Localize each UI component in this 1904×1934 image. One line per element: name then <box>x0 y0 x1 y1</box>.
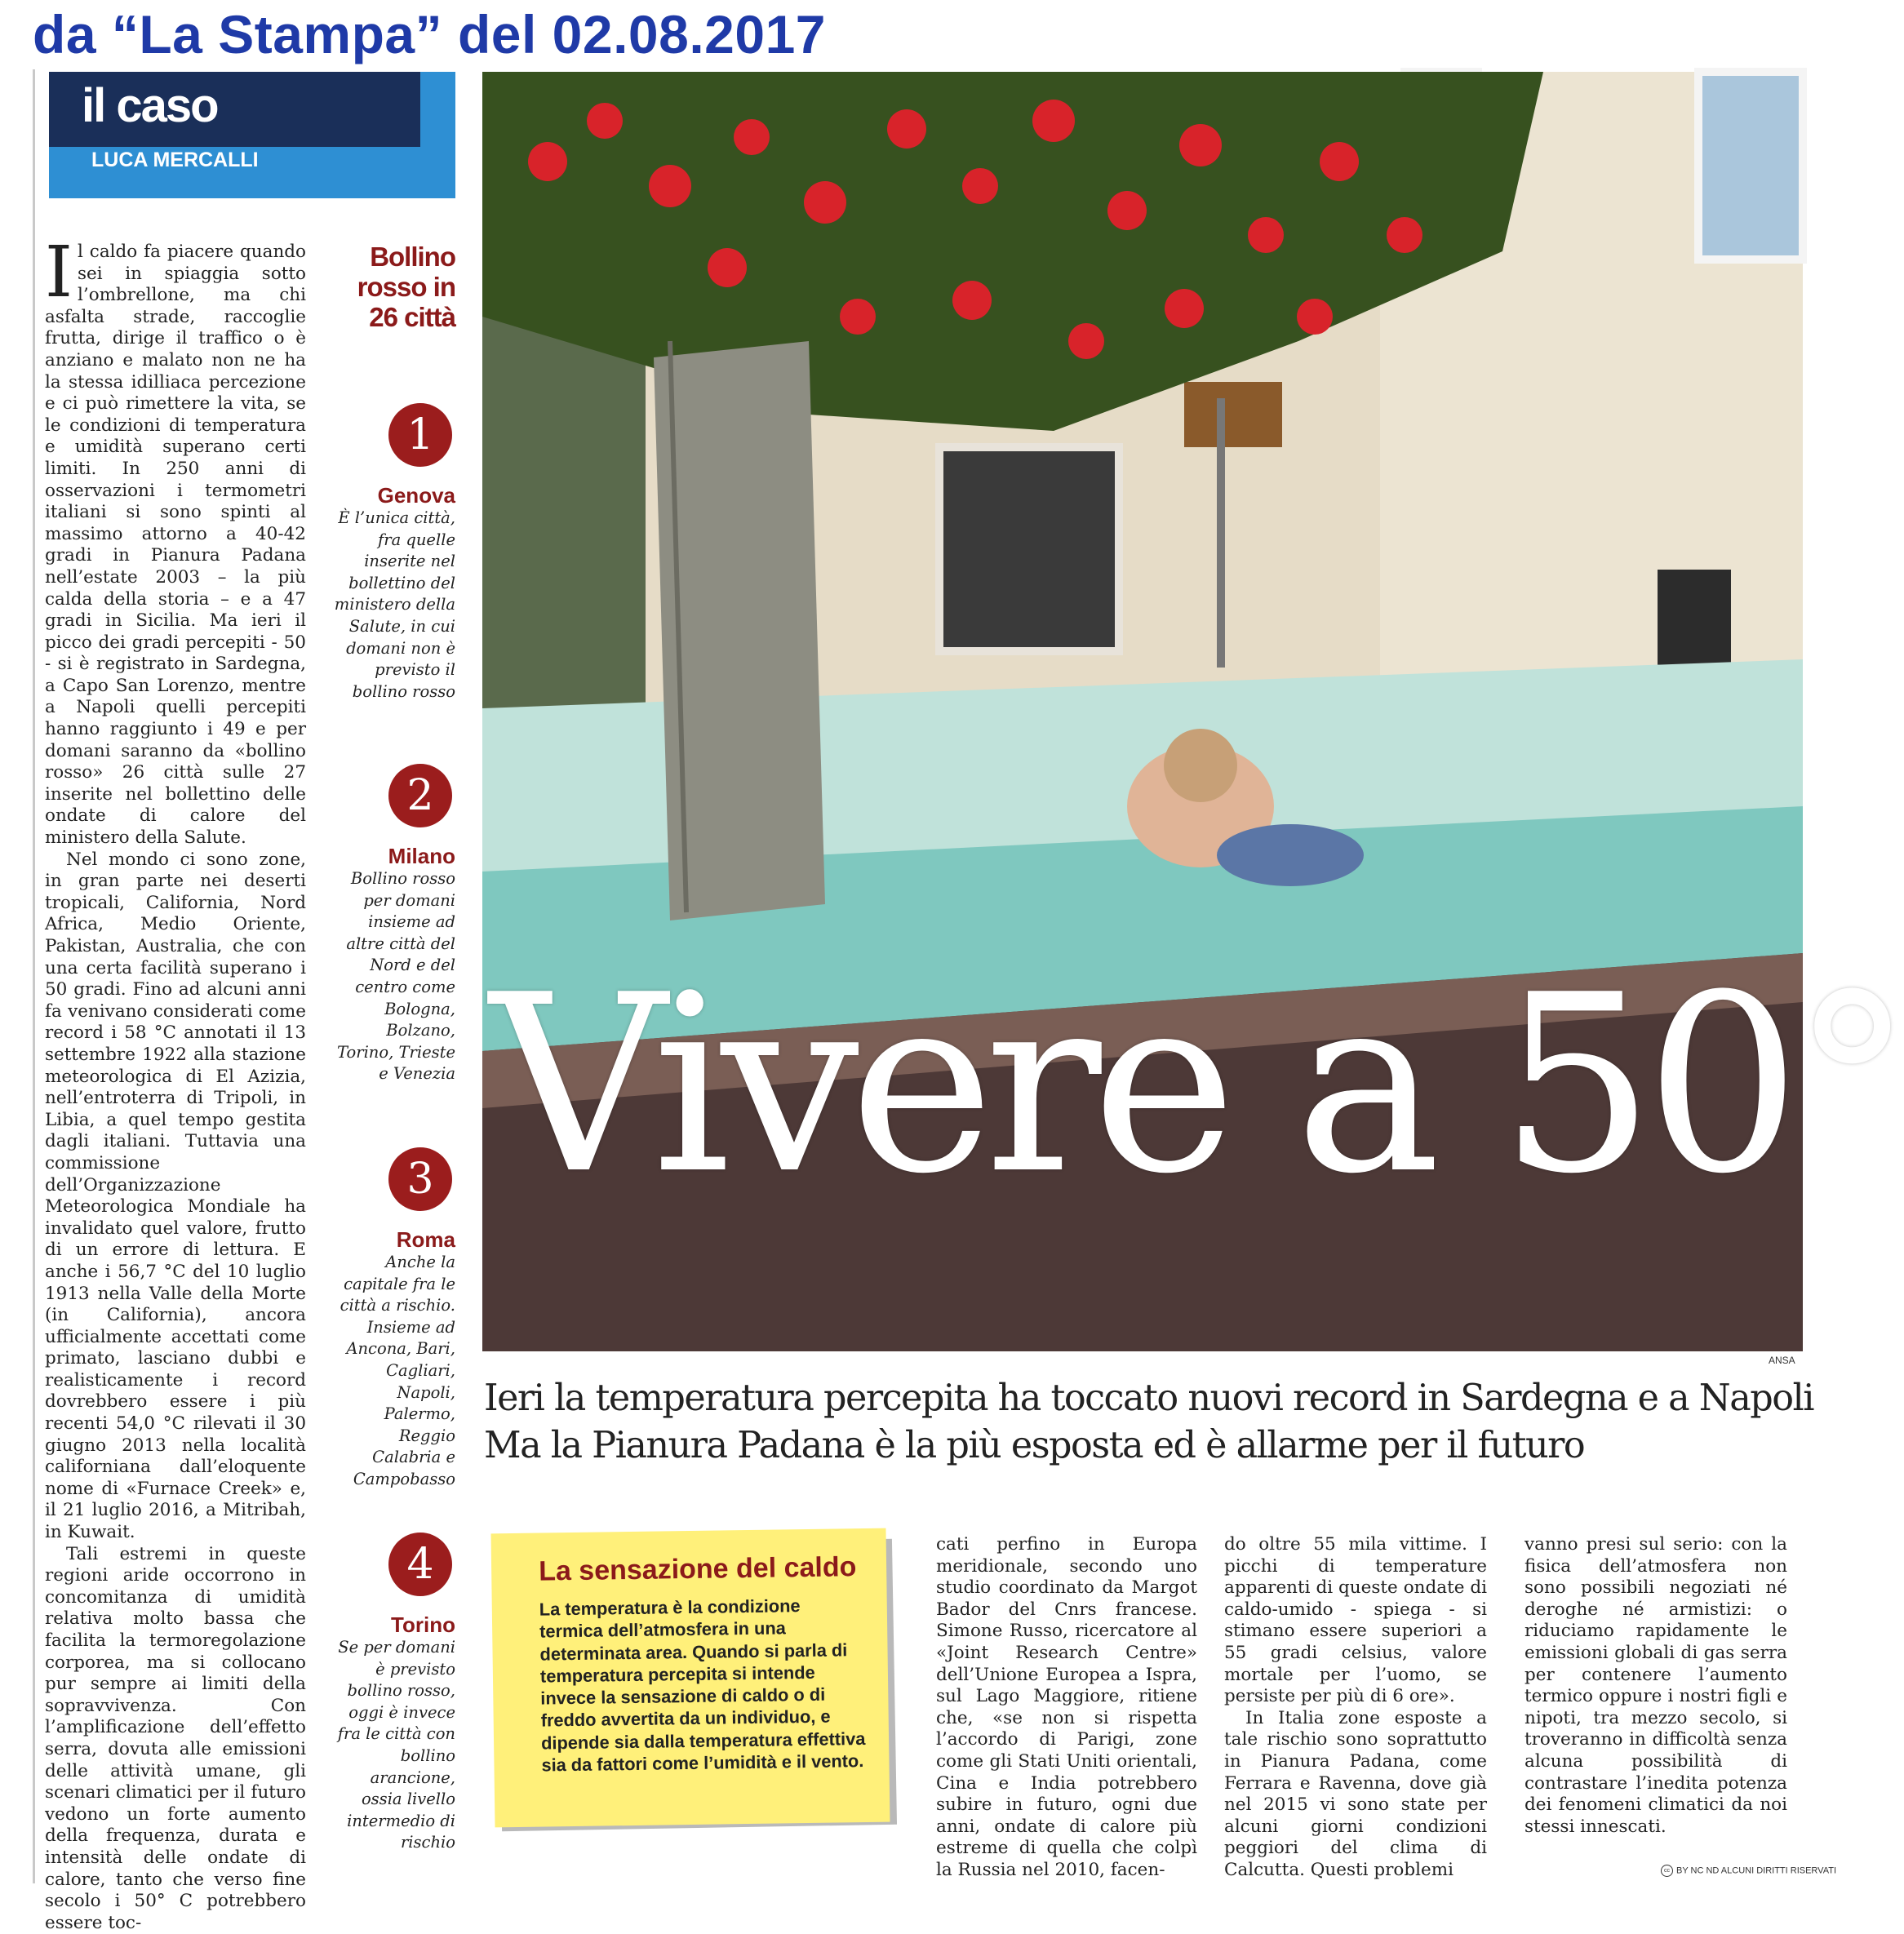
author-name: LUCA MERCALLI <box>91 149 259 171</box>
article-column-4 <box>1525 1534 1787 1838</box>
sidebar-city: Torino <box>391 1612 455 1637</box>
sidebar-city: Milano <box>388 844 455 868</box>
article-paragraph: Nel mondo ci sono zone, in gran parte nei deserti tropicali, California, Nord Africa, Medio Oriente, Pakistan, Australia, che con una certa facilità superano i 50 gradi. Fino ad alcuni anni fa venivano considerati come record i 58 °C annotati il 13 settembre 1922 alla stazione meteorologica di El Azizia, nell’entroterra di Tripoli, in Libia, a quel tempo gestita dagli italiani. Tuttavia una commissione dell’Organizzazione Meteorologica Mondiale ha invalidato quel valore, frutto di un errore di lettura. E anche i 56,7 °C del 10 luglio 1913 nella Valle della Morte (in California), ancora ufficialmente accettati come primato, lasciano dubbi e realisticamente i record dovrebbero essere i più recenti 54,0 °C rilevati il 30 giugno 2013 nella località californiana dall’eloquente nome di «Furnace Creek» e, il 21 luglio 2016, a Mitribah, in Kuwait. <box>45 849 306 1543</box>
sidebar-note: È l’unica città, fra quelle inserite nel bollettino del ministero della Salute, in cui domani non è previsto il bollino rosso <box>334 508 455 701</box>
headline: Vivere a 50° <box>490 943 1904 1227</box>
license-text: BY NC ND ALCUNI DIRITTI RISERVATI <box>1676 1865 1836 1876</box>
sidebar-title: Bollino rosso in 26 città <box>357 242 455 332</box>
creative-commons-icon: cc <box>1661 1865 1673 1877</box>
number-badge: 3 <box>388 1147 452 1211</box>
article-column-3 <box>1224 1534 1487 1882</box>
article-paragraph: In Italia zone esposte a tale rischio sono soprattutto in Pianura Padana, come Ferrara e Ravenna, dove già nel 2015 vi sono state per alcuni giorni condizioni peggiori del clima di Calcutta. Questi problemi <box>1224 1707 1487 1880</box>
drop-cap: I <box>45 232 73 313</box>
article-column-1 <box>45 232 306 1933</box>
sidebar-item-roma <box>326 1147 455 1491</box>
article-paragraph: do oltre 55 mila vittime. I picchi di temperature apparenti di queste ondate di caldo-umido - spiega - si stimano essere superiori a 55 gradi celsius, valore mortale per l’uomo, se persiste per più di 6 ore». <box>1224 1534 1487 1707</box>
sidebar-note: Bollino rosso per domani insieme ad altre città del Nord e del centro come Bologna, Bolzano, Torino, Trieste e Venezia <box>337 869 455 1084</box>
sidebar <box>326 242 455 1852</box>
article-paragraph: Tali estremi in queste regioni aride occorrono in concomitanza di umidità relativa molto bassa che facilita la termoregolazione corporea, ma si collocano pur sempre ai limiti della sopravvivenza. Con l’amplificazione dell’effetto serra, dovuta alle emissioni delle attività umane, gli scenari climatici per il futuro vedono un forte aumento della frequenza, durata e intensità delle ondate di calore, tanto che verso fine secolo i 50° C potrebbero essere toc- <box>45 1543 306 1933</box>
number-badge: 1 <box>388 403 452 467</box>
number-badge: 2 <box>388 764 452 827</box>
sidebar-note: Se per domani è previsto bollino rosso, oggi è invece fra le città con bollino arancione, ossia livello intermedio di rischio <box>337 1638 455 1852</box>
license-notice <box>1661 1865 1836 1877</box>
subheadline-line-2: Ma la Pianura Padana è la più esposta ed è allarme per il futuro <box>484 1425 1585 1466</box>
article-paragraph: Il caldo fa piacere quando sei in spiaggia sotto l’ombrellone, ma chi asfalta strade, raccoglie frutta, dirige il traffico o è anziano e malato non ne ha la stessa idilliaca percezione e ci può rimettere la vita, se le condizioni di temperatura e umidità superano certi limiti. In 250 anni di osservazioni i termometri italiani si sono spinti al massimo attorno a 40-42 gradi in Pianura Padana nell’estate 2003 – la più calda della storia – e a 47 gradi in Sicilia. Ma ieri il picco dei gradi percepiti - 50 - si è registrato in Sardegna, a Capo San Lorenzo, mentre a Napoli quelli percepiti hanno raggiunto i 49 e per domani saranno da «bollino rosso» 26 città sulle 27 inserite nel bollettino delle ondate di calore del ministero della Salute. <box>45 232 306 849</box>
article-paragraph: cati perfino in Europa meridionale, secondo uno studio coordinato da Margot Bador del Cnrs francese. Simone Russo, ricercatore al «Joint Research Centre» dell’Unione Europea a Ispra, sul Lago Maggiore, ritiene che, «se non si rispetta l’accordo di Parigi, zone come gli Stati Uniti orientali, Cina e India potrebbero subire in futuro, ogni due anni, ondate di calore più estreme di quella che colpì la Russia nel 2010, facen- <box>936 1534 1197 1880</box>
info-box <box>491 1528 890 1828</box>
number-badge: 4 <box>388 1533 452 1596</box>
article-paragraph: vanno presi sul serio: con la fisica dell’atmosfera non sono possibili negoziati né deroghe né armistizi: o riduciamo rapidamente le emissioni globali di gas serra per contenere l’aumento termico oppure i nostri figli e nipoti, tra mezzo secolo, si troveranno in difficoltà senza alcuna possibilità di contrastare l’inedita potenza dei fenomeni climatici da noi stessi innescati. <box>1525 1534 1787 1837</box>
subheadline-line-1: Ieri la temperatura percepita ha toccato nuovi record in Sardegna e a Napoli <box>484 1377 1814 1419</box>
section-label: il caso <box>82 79 218 132</box>
sidebar-item-torino <box>326 1533 455 1854</box>
sidebar-item-milano <box>326 764 455 1085</box>
sidebar-note: Anche la capitale fra le città a rischio. Insieme ad Ancona, Bari, Cagliari, Napoli, Palermo, Reggio Calabria e Campobasso <box>340 1253 455 1488</box>
box-title: La sensazione del caldo <box>538 1551 857 1587</box>
sidebar-city: Roma <box>396 1227 455 1252</box>
article-column-2 <box>936 1534 1197 1882</box>
sidebar-item-genova <box>326 403 455 703</box>
source-line: da “La Stampa” del 02.08.2017 <box>33 4 826 64</box>
sidebar-city: Genova <box>377 483 455 508</box>
photo-credit: ANSA <box>1769 1355 1795 1366</box>
box-text: La temperatura è la condizione termica dell’atmosfera in una determinata area. Quando si parla di temperatura percepita si intende invece la sensazione di caldo o di freddo avvertita da un individuo, e dipende sia dalla temperatura effettiva sia da fattori come l’umidità e il vento. <box>539 1595 866 1776</box>
